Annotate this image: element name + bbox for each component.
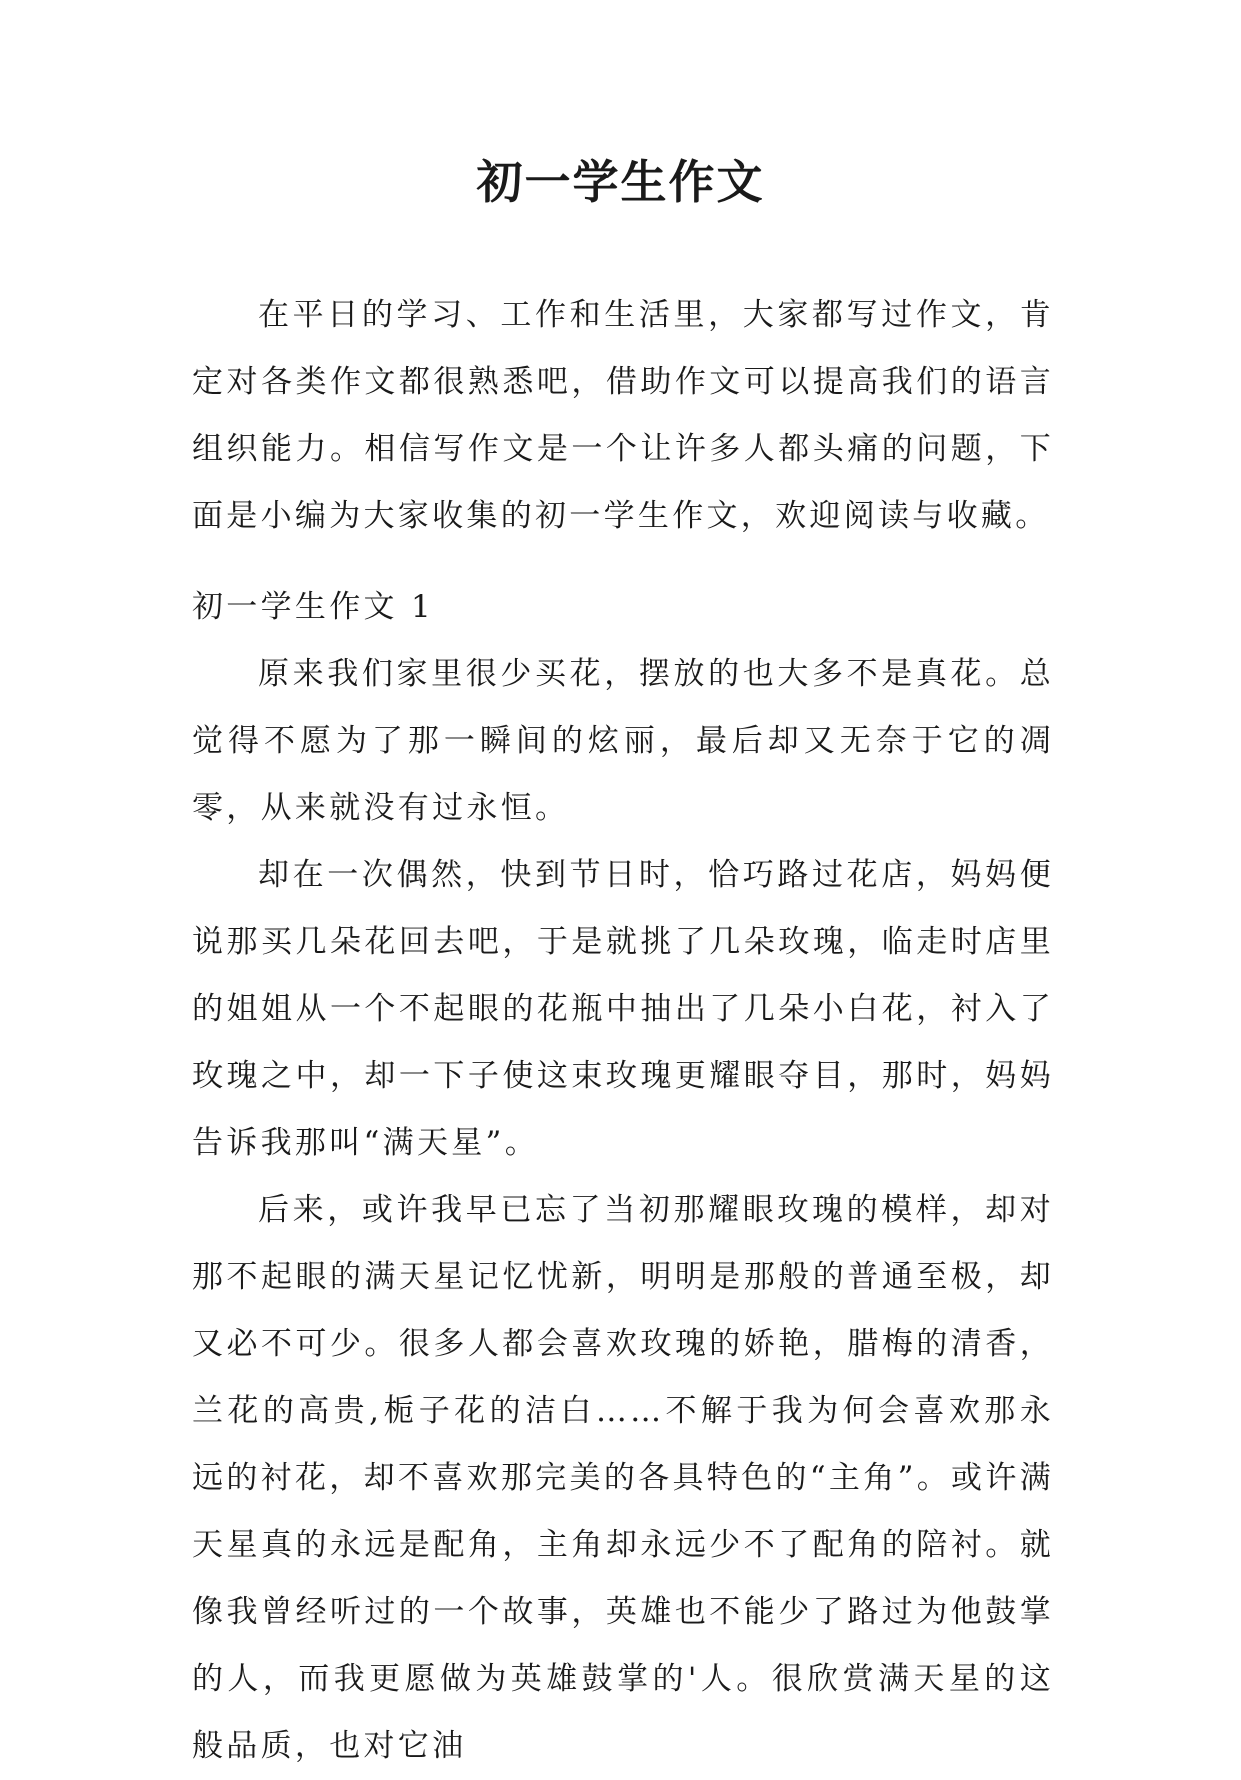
section-heading: 初一学生作文 1 [192,589,434,625]
body-paragraph: 却在一次偶然，快到节日时，恰巧路过花店，妈妈便说那买几朵花回去吧，于是就挑了几朵玫瑰，临走时店里的姐姐从一个不起眼的花瓶中抽出了几朵小白花，衬入了玫瑰之中，却一下子使这束玫瑰更耀眼夺目，那时，妈妈告诉我那叫“满天星”。 [192,857,1054,1161]
section-body [192,641,1054,1780]
intro-paragraph: 在平日的学习、工作和生活里，大家都写过作文，肯定对各类作文都很熟悉吧，借助作文可以提高我们的语言组织能力。相信写作文是一个让许多人都头痛的问题，下面是小编为大家收集的初一学生作文，欢迎阅读与收藏。 [192,297,1054,534]
body-paragraph: 后来，或许我早已忘了当初那耀眼玫瑰的模样，却对那不起眼的满天星记忆忧新，明明是那般的普通至极，却又必不可少。很多人都会喜欢玫瑰的娇艳，腊梅的清香，兰花的高贵,栀子花的洁白……不解于我为何会喜欢那永远的衬花，却不喜欢那完美的各具特色的“主角”。或许满天星真的永远是配角，主角却永远少不了配角的陪衬。就像我曾经听过的一个故事，英雄也不能少了路过为他鼓掌的人，而我更愿做为英雄鼓掌的'人。很欣赏满天星的这般品质，也对它油 [192,1192,1054,1764]
document-title: 初一学生作文 [476,155,765,209]
body-paragraph: 原来我们家里很少买花，摆放的也大多不是真花。总觉得不愿为了那一瞬间的炫丽，最后却又无奈于它的凋零，从来就没有过永恒。 [192,656,1054,826]
